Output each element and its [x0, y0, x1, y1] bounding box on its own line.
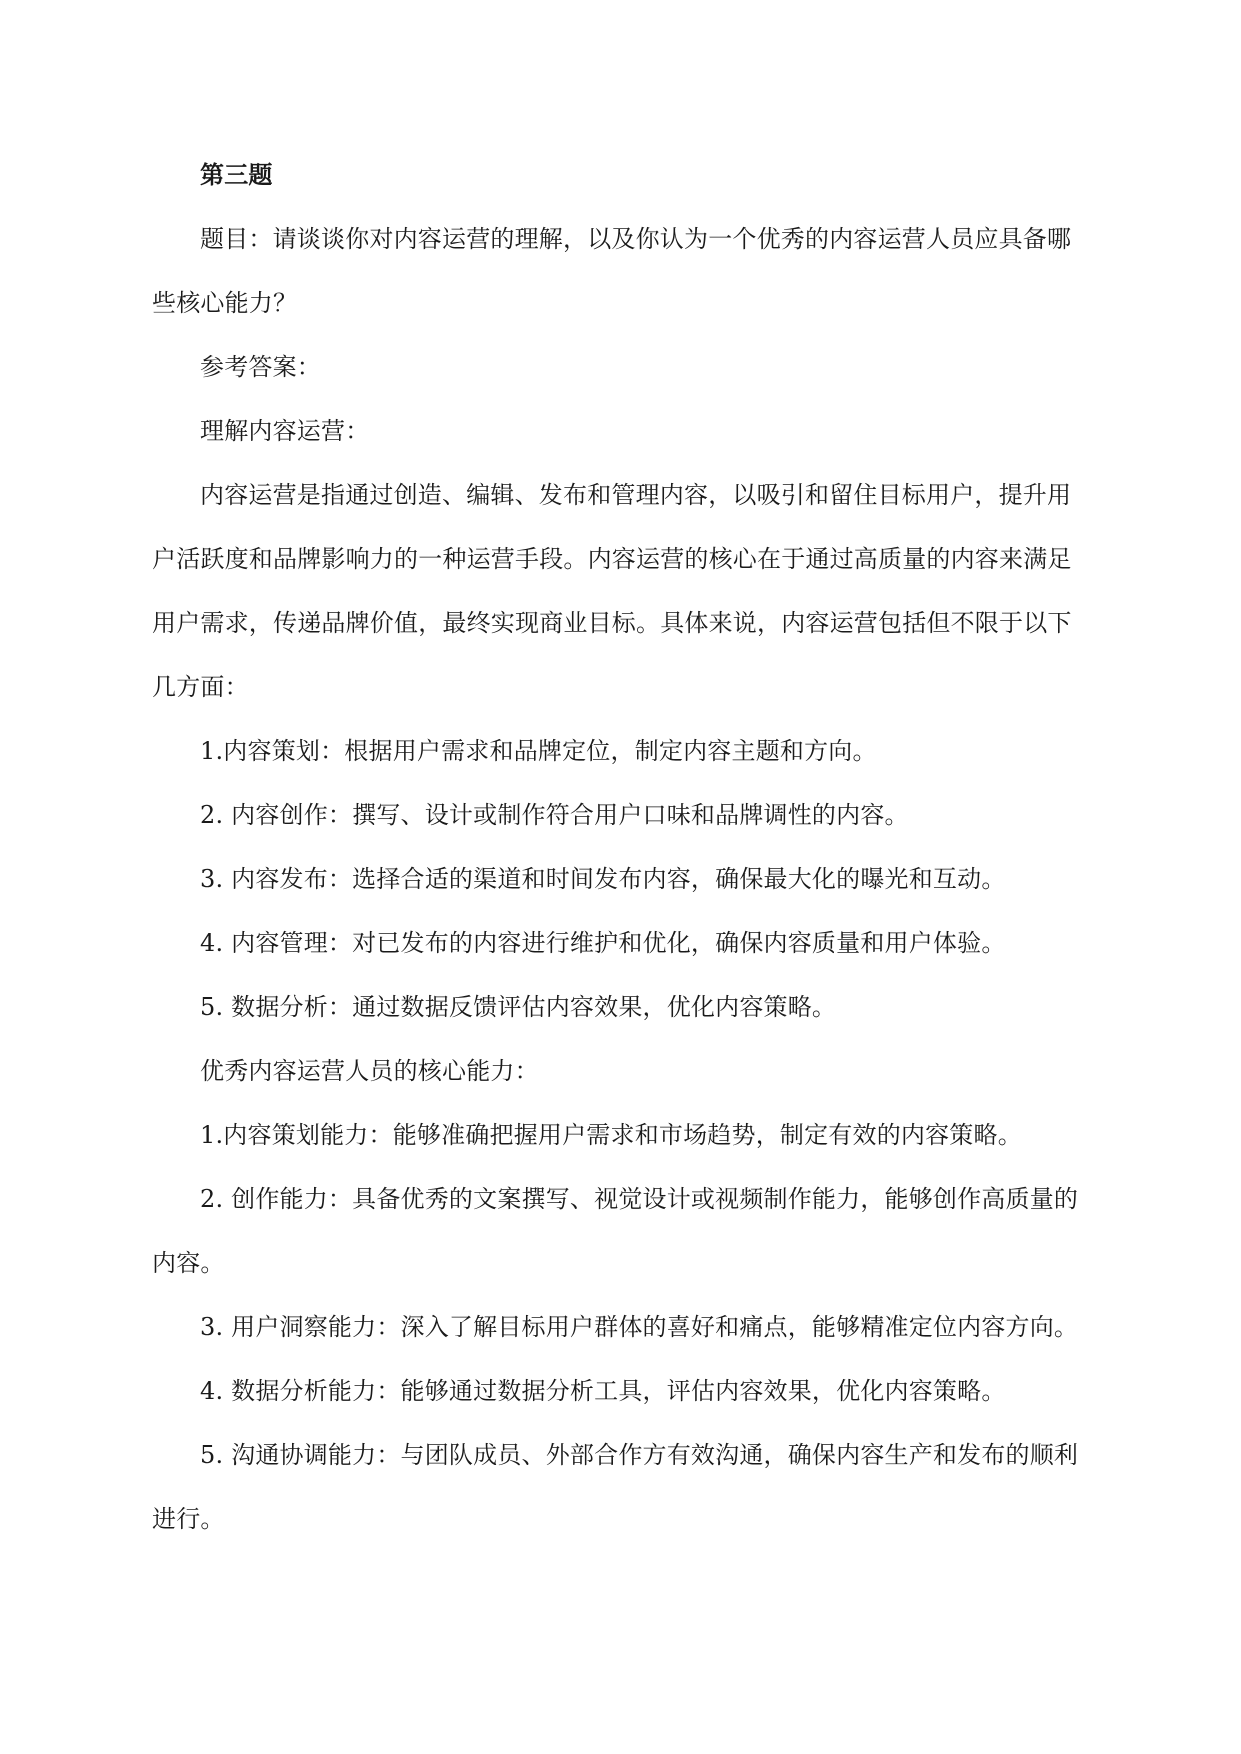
- list-item: 3. 内容发布：选择合适的渠道和时间发布内容，确保最大化的曝光和互动。: [200, 865, 1006, 893]
- section-body-understanding: 内容运营是指通过创造、编辑、发布和管理内容，以吸引和留住目标用户，提升用户活跃度和品牌影响力的一种运营手段。内容运营的核心在于通过高质量的内容来满足用户需求，传递品牌价值，最终实现商业目标。具体来说，内容运营包括但不限于以下几方面：: [152, 481, 1072, 701]
- document-content: [152, 143, 1092, 1551]
- list-item: 1.内容策划：根据用户需求和品牌定位，制定内容主题和方向。: [200, 737, 877, 765]
- section-title-understanding: 理解内容运营：: [200, 417, 370, 445]
- list-item: 2. 内容创作：撰写、设计或制作符合用户口味和品牌调性的内容。: [200, 801, 909, 829]
- list-item: 5. 数据分析：通过数据反馈评估内容效果，优化内容策略。: [200, 993, 837, 1021]
- list-item: 1.内容策划能力：能够准确把握用户需求和市场趋势，制定有效的内容策略。: [200, 1121, 1022, 1149]
- question-heading: 第三题: [200, 160, 273, 189]
- list-item: 5. 沟通协调能力：与团队成员、外部合作方有效沟通，确保内容生产和发布的顺利进行。: [152, 1441, 1079, 1533]
- question-text: 题目：请谈谈你对内容运营的理解，以及你认为一个优秀的内容运营人员应具备哪些核心能力？: [152, 225, 1072, 317]
- list-item: 4. 数据分析能力：能够通过数据分析工具，评估内容效果，优化内容策略。: [200, 1377, 1006, 1405]
- list-item: 2. 创作能力：具备优秀的文案撰写、视觉设计或视频制作能力，能够创作高质量的内容。: [152, 1185, 1079, 1277]
- answer-label: 参考答案：: [200, 353, 321, 381]
- list-item: 3. 用户洞察能力：深入了解目标用户群体的喜好和痛点，能够精准定位内容方向。: [200, 1313, 1079, 1341]
- list-item: 4. 内容管理：对已发布的内容进行维护和优化，确保内容质量和用户体验。: [200, 929, 1006, 957]
- section-title-abilities: 优秀内容运营人员的核心能力：: [200, 1057, 539, 1085]
